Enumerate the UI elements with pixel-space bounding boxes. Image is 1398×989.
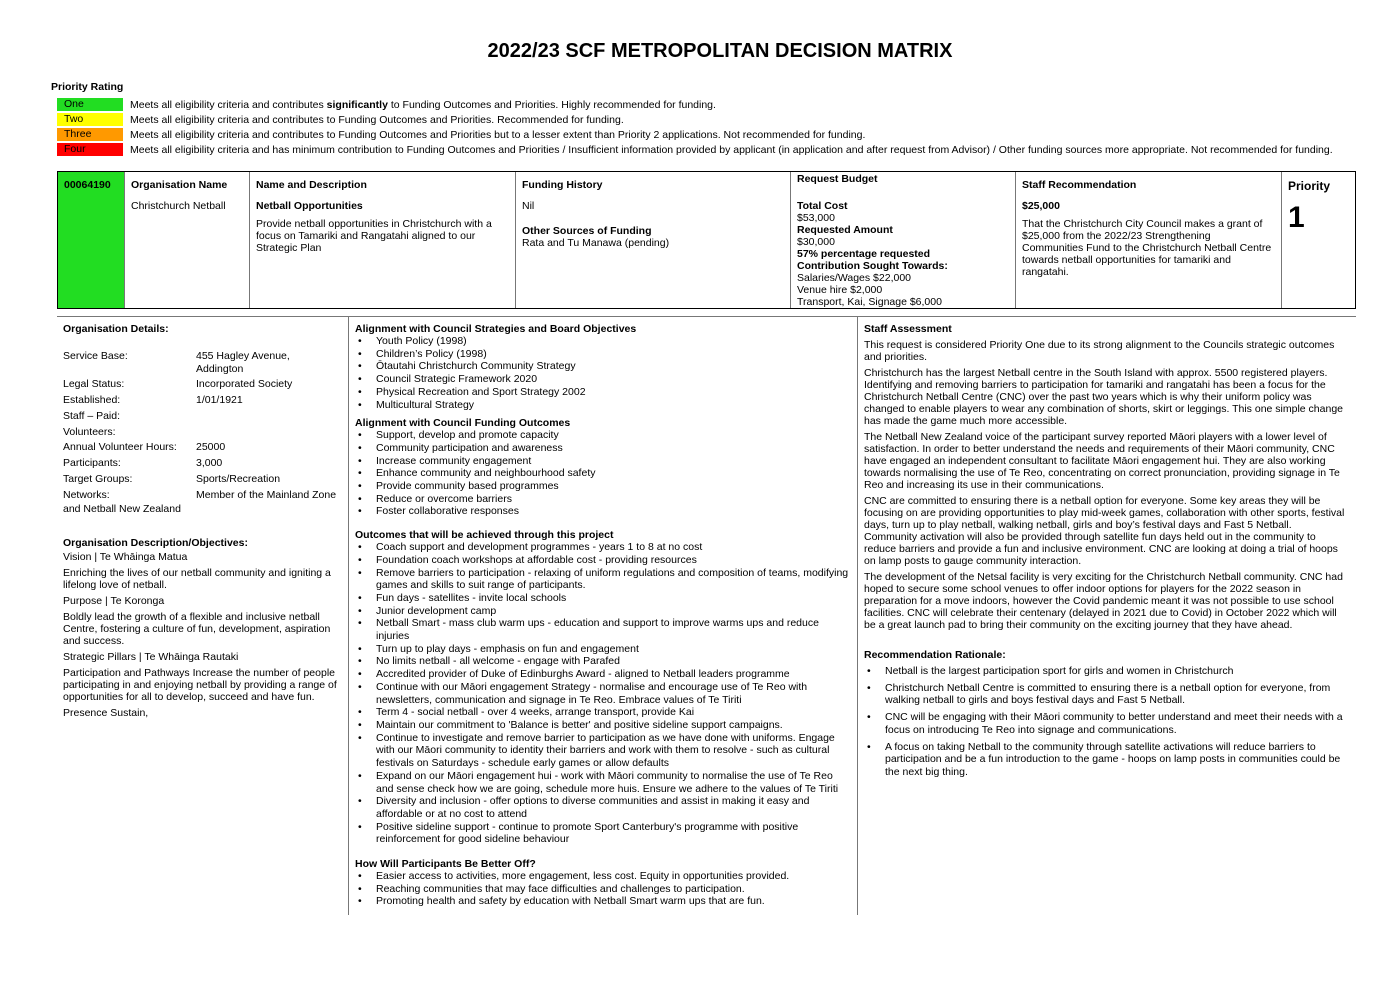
detail-row bbox=[63, 426, 345, 439]
priority-swatch: Four bbox=[57, 143, 123, 156]
detail-value: Incorporated Society bbox=[196, 378, 293, 391]
priority-swatch: Two bbox=[57, 113, 123, 126]
better-off-item: • Promoting health and safety by education with Netball Smart warm ups that are fun. bbox=[355, 895, 855, 908]
assessment-paragraph: This request is considered Priority One due to its strong alignment to the Councils strategic outcomes and priorities. bbox=[864, 339, 1335, 363]
funding-outcome-item: • Provide community based programmes bbox=[355, 480, 855, 493]
networks-continued: and Netball New Zealand bbox=[63, 502, 181, 515]
detail-row bbox=[63, 441, 345, 454]
project-outcome-item: • Positive sideline support - continue to promote Sport Canterbury's programme with positive reinforcement for good sideline behaviour bbox=[355, 821, 855, 846]
description-paragraph: Presence Sustain, bbox=[63, 706, 149, 719]
detail-value: 1/01/1921 bbox=[196, 394, 243, 407]
project-outcome-item: • Diversity and inclusion - offer options to diverse communities and assist in making it easy and affordable or at no cost to attend bbox=[355, 795, 855, 820]
page-title: 2022/23 SCF METROPOLITAN DECISION MATRIX bbox=[487, 40, 953, 62]
organisation-cell bbox=[125, 172, 250, 308]
staff-rec-header: Staff Recommendation bbox=[1022, 179, 1137, 191]
description-paragraph: Strategic Pillars | Te Whāinga Rautaki bbox=[63, 650, 239, 663]
project-outcome-item: • Continue with our Māori engagement Strategy - normalise and encourage use of Te Reo with newsletters, communication and signage in Te Reo. Embrace values of Te Tiriti bbox=[355, 681, 855, 706]
application-id: 00064190 bbox=[64, 179, 111, 191]
contribution-label: Contribution Sought Towards: bbox=[797, 260, 948, 272]
contribution-item: Transport, Kai, Signage $6,000 bbox=[797, 296, 942, 308]
column-divider bbox=[348, 317, 349, 915]
detail-value: 25000 bbox=[196, 441, 226, 454]
org-name: Christchurch Netball bbox=[131, 200, 226, 212]
project-outcome-item: • Turn up to play days - emphasis on fun and engagement bbox=[355, 643, 855, 656]
priority-rating-label: Priority Rating bbox=[51, 81, 124, 93]
detail-value: Member of the Mainland Zone bbox=[196, 488, 337, 501]
application-summary-table bbox=[57, 171, 1356, 309]
assessment-paragraphs bbox=[864, 339, 1352, 631]
total-cost-label: Total Cost bbox=[797, 200, 848, 212]
detail-label: Target Groups: bbox=[63, 473, 133, 486]
column-divider bbox=[857, 317, 858, 915]
staff-rec-amount: $25,000 bbox=[1022, 200, 1060, 212]
staff-assessment-header: Staff Assessment bbox=[864, 323, 952, 335]
requested-label: Requested Amount bbox=[797, 224, 893, 236]
funding-outcome-item: • Enhance community and neighbourhood safety bbox=[355, 467, 855, 480]
priority-level-row bbox=[57, 142, 1333, 157]
staff-assessment bbox=[864, 323, 1352, 783]
detail-label: Staff – Paid: bbox=[63, 409, 121, 422]
description-paragraph: Purpose | Te Koronga bbox=[63, 594, 165, 607]
priority-description: Meets all eligibility criteria and contributes to Funding Outcomes and Priorities. Recommended for funding. bbox=[130, 113, 624, 126]
project-outcomes-list bbox=[355, 541, 855, 846]
priority-swatch: Three bbox=[57, 128, 123, 141]
funding-outcome-item: • Reduce or overcome barriers bbox=[355, 493, 855, 506]
description-paragraph: Vision | Te Whāinga Matua bbox=[63, 550, 188, 563]
percentage-requested: 57% percentage requested bbox=[797, 248, 931, 260]
strategies-list bbox=[355, 335, 855, 411]
requested-amount: $30,000 bbox=[797, 236, 835, 248]
project-outcome-item: • Coach support and development programmes - years 1 to 8 at no cost bbox=[355, 541, 855, 554]
priority-legend bbox=[57, 97, 1333, 157]
project-outcome-item: • Foundation coach workshops at affordable cost - providing resources bbox=[355, 554, 855, 567]
funding-outcomes-header: Alignment with Council Funding Outcomes bbox=[355, 417, 571, 430]
project-description: Provide netball opportunities in Christchurch with a focus on Tamariki and Rangatahi aligned to our Strategic Plan bbox=[256, 218, 492, 254]
assessment-paragraph: CNC are committed to ensuring there is a netball option for everyone. Some key areas they will be focusing on are providing opportunities to play mid-week games, collaboration with other sports, festival days, turn up to play netball, walking netball, girls and boy’s festival days and Fast 5 Netball. Community activation will also be provided through satellite fun days held out in the community to reduce barriers and provide a fun and inclusive environment. CNC are looking at doing a trial of hoops on lamp posts to gauge community interaction. bbox=[864, 495, 1345, 567]
priority-cell bbox=[1282, 172, 1355, 308]
org-description-header: Organisation Description/Objectives: bbox=[63, 536, 248, 549]
funding-outcome-item: • Foster collaborative responses bbox=[355, 505, 855, 518]
rationale-item: • A focus on taking Netball to the community through satellite activations will reduce barriers to participation and be a fun introduction to the game - hoops on lamp posts in communities could be the next big thing. bbox=[864, 741, 1352, 779]
staff-rec-text: That the Christchurch City Council makes a grant of $25,000 from the 2022/23 Strengthening Communities Fund to the Christchurch Netball Centre towards netball opportunities for tamariki and rangatahi. bbox=[1022, 218, 1272, 278]
assessment-paragraph: Christchurch has the largest Netball centre in the South Island with approx. 5500 registered players. Identifying and removing barriers to participation for tamariki and rangatahi has been a focus for the Christchurch Netball Centre (CNC) over the past two years which is why their uniform policy was changed to enable players to wear any combination of shorts, skirt or leggings. This one simple change has made the game much more accessible. bbox=[864, 367, 1343, 427]
funding-history: Nil bbox=[522, 200, 535, 212]
contribution-item: Salaries/Wages $22,000 bbox=[797, 272, 912, 284]
strategy-item: • Children’s Policy (1998) bbox=[355, 348, 855, 361]
organisation-details bbox=[63, 323, 345, 723]
better-off-list bbox=[355, 870, 855, 908]
detail-label: Networks: bbox=[63, 488, 110, 501]
section-divider bbox=[57, 316, 1356, 317]
priority-level-row bbox=[57, 112, 1333, 127]
rationale-item: • Netball is the largest participation sport for girls and women in Christchurch bbox=[864, 665, 1352, 678]
priority-description: Meets all eligibility criteria and has minimum contribution to Funding Outcomes and Priorities / Insufficient information provided by applicant (in application and after request from Advisor) / Other funding sources more appropriate. Not recommended for funding. bbox=[130, 143, 1333, 156]
org-details-list bbox=[63, 350, 345, 501]
other-sources-header: Other Sources of Funding bbox=[522, 225, 652, 237]
strategy-item: • Youth Policy (1998) bbox=[355, 335, 855, 348]
rationale-item: • CNC will be engaging with their Māori community to better understand and meet their needs with a focus on introducing Te Reo into signage and communications. bbox=[864, 711, 1352, 736]
better-off-item: • Reaching communities that may face difficulties and challenges to participation. bbox=[355, 883, 855, 896]
priority-description: Meets all eligibility criteria and contributes significantly to Funding Outcomes and Priorities. Highly recommended for funding. bbox=[130, 98, 716, 111]
detail-row bbox=[63, 350, 345, 375]
assessment-paragraph: The development of the Netsal facility is very exciting for the Christchurch Netball community. CNC had hoped to secure some school venues to offer indoor options for players for the 2022 season in preparation for a move indoors, however the Covid pandemic meant it was not possible to use school facilities. CNC will celebrate their centenary (delayed in 2021 due to Covid) in October 2022 which will be a great launch pad to bring their community on the exciting journey that they have ahead. bbox=[864, 571, 1343, 631]
org-details-header: Organisation Details: bbox=[63, 323, 169, 335]
project-outcome-item: • Remove barriers to participation - relaxing of uniform regulations and composition of teams, modifying games and skills to suit range of participants. bbox=[355, 567, 855, 592]
detail-row bbox=[63, 394, 345, 407]
detail-row bbox=[63, 473, 345, 486]
contribution-item: Venue hire $2,000 bbox=[797, 284, 883, 296]
project-outcome-item: • Continue to investigate and remove barrier to participation as we have done with uniforms. Engage with our Māori community to identity their barriers and work with them to resolve - such as cultural festivals on Saturdays - schedule early games or allow defaults bbox=[355, 732, 855, 770]
priority-description: Meets all eligibility criteria and contributes to Funding Outcomes and Priorities but to a lesser extent than Priority 2 applications. Not recommended for funding. bbox=[130, 128, 866, 141]
staff-recommendation-cell bbox=[1016, 172, 1282, 308]
project-outcome-item: • Netball Smart - mass club warm ups - education and support to improve warms ups and reduce injuries bbox=[355, 617, 855, 642]
funding-outcome-item: • Increase community engagement bbox=[355, 455, 855, 468]
project-outcome-item: • Maintain our commitment to 'Balance is better' and positive sideline support campaigns. bbox=[355, 719, 855, 732]
strategy-item: • Ōtautahi Christchurch Community Strategy bbox=[355, 360, 855, 373]
detail-row bbox=[63, 457, 345, 470]
funding-history-cell bbox=[516, 172, 791, 308]
detail-label: Service Base: bbox=[63, 350, 128, 362]
detail-label: Participants: bbox=[63, 457, 121, 470]
description-paragraph: Participation and Pathways Increase the number of people participating in and enjoying netball by providing a range of opportunities for all to develop, succeed and have fun. bbox=[63, 666, 337, 703]
detail-value: 3,000 bbox=[196, 457, 223, 470]
project-name: Netball Opportunities bbox=[256, 200, 363, 212]
application-id-cell bbox=[58, 172, 125, 308]
priority-header: Priority bbox=[1288, 179, 1331, 193]
project-outcome-item: • Term 4 - social netball - over 4 weeks, arrange transport, provide Kai bbox=[355, 706, 855, 719]
total-cost: $53,000 bbox=[797, 212, 835, 224]
other-sources: Rata and Tu Manawa (pending) bbox=[522, 237, 670, 249]
strategy-item: • Multicultural Strategy bbox=[355, 399, 855, 412]
project-outcome-item: • Accredited provider of Duke of Edinburghs Award - aligned to Netball leaders programme bbox=[355, 668, 855, 681]
priority-swatch: One bbox=[57, 98, 123, 111]
detail-label: Established: bbox=[63, 394, 121, 407]
request-budget-cell bbox=[791, 172, 1016, 308]
detail-row bbox=[63, 410, 345, 423]
org-header: Organisation Name bbox=[131, 179, 228, 191]
description-paragraph: Enriching the lives of our netball community and igniting a lifelong love of netball. bbox=[63, 566, 331, 591]
alignment-section bbox=[355, 323, 855, 908]
funding-outcome-item: • Community participation and awareness bbox=[355, 442, 855, 455]
rationale-header: Recommendation Rationale: bbox=[864, 649, 1006, 661]
rationale-list bbox=[864, 665, 1352, 779]
project-outcomes-header: Outcomes that will be achieved through this project bbox=[355, 529, 614, 542]
funding-header: Funding History bbox=[522, 179, 603, 191]
strategy-item: • Council Strategic Framework 2020 bbox=[355, 373, 855, 386]
detail-value: Sports/Recreation bbox=[196, 473, 281, 486]
assessment-paragraph: The Netball New Zealand voice of the participant survey reported Māori players with a lower level of satisfaction. In order to better understand the needs and requirements of their Māori community, CNC have engaged an independent consultant to facilitate Māori engagement hui. They are also working towards normalising the use of Te Reo, concentrating on correct pronunciation, providing signage in Te Reo and increasing its use in their communications. bbox=[864, 431, 1340, 491]
strategies-header: Alignment with Council Strategies and Board Objectives bbox=[355, 323, 637, 335]
priority-level-row bbox=[57, 127, 1333, 142]
budget-header: Request Budget bbox=[797, 173, 878, 185]
priority-level-row bbox=[57, 97, 1333, 112]
better-off-header: How Will Participants Be Better Off? bbox=[355, 858, 536, 871]
org-description bbox=[63, 551, 345, 719]
rationale-item: • Christchurch Netball Centre is committed to ensuring there is a netball option for everyone, from walking netball to girls and boys festival days and Fast 5 Netball. bbox=[864, 682, 1352, 707]
name-description-cell bbox=[250, 172, 516, 308]
priority-value: 1 bbox=[1288, 201, 1305, 234]
detail-row bbox=[63, 489, 345, 502]
strategy-item: • Physical Recreation and Sport Strategy 2002 bbox=[355, 386, 855, 399]
better-off-item: • Easier access to activities, more engagement, less cost. Equity in opportunities provided. bbox=[355, 870, 855, 883]
detail-value: 455 Hagley Avenue, Addington bbox=[196, 350, 290, 375]
project-outcome-item: • Expand on our Māori engagement hui - work with Māori community to normalise the use of Te Reo and sense check how we are going, schedule more huis. Ensure we adhere to the values of Te Tiriti bbox=[355, 770, 855, 795]
project-outcome-item: • No limits netball - all welcome - engage with Parafed bbox=[355, 655, 855, 668]
funding-outcomes-list bbox=[355, 429, 855, 518]
detail-label: Annual Volunteer Hours: bbox=[63, 441, 177, 454]
detail-row bbox=[63, 378, 345, 391]
project-outcome-item: • Junior development camp bbox=[355, 605, 855, 618]
description-paragraph: Boldly lead the growth of a flexible and inclusive netball Centre, fostering a culture of fun, development, aspiration and success. bbox=[63, 610, 331, 647]
project-outcome-item: • Fun days - satellites - invite local schools bbox=[355, 592, 855, 605]
detail-label: Volunteers: bbox=[63, 425, 116, 438]
name-header: Name and Description bbox=[256, 179, 367, 191]
detail-label: Legal Status: bbox=[63, 378, 125, 391]
funding-outcome-item: • Support, develop and promote capacity bbox=[355, 429, 855, 442]
